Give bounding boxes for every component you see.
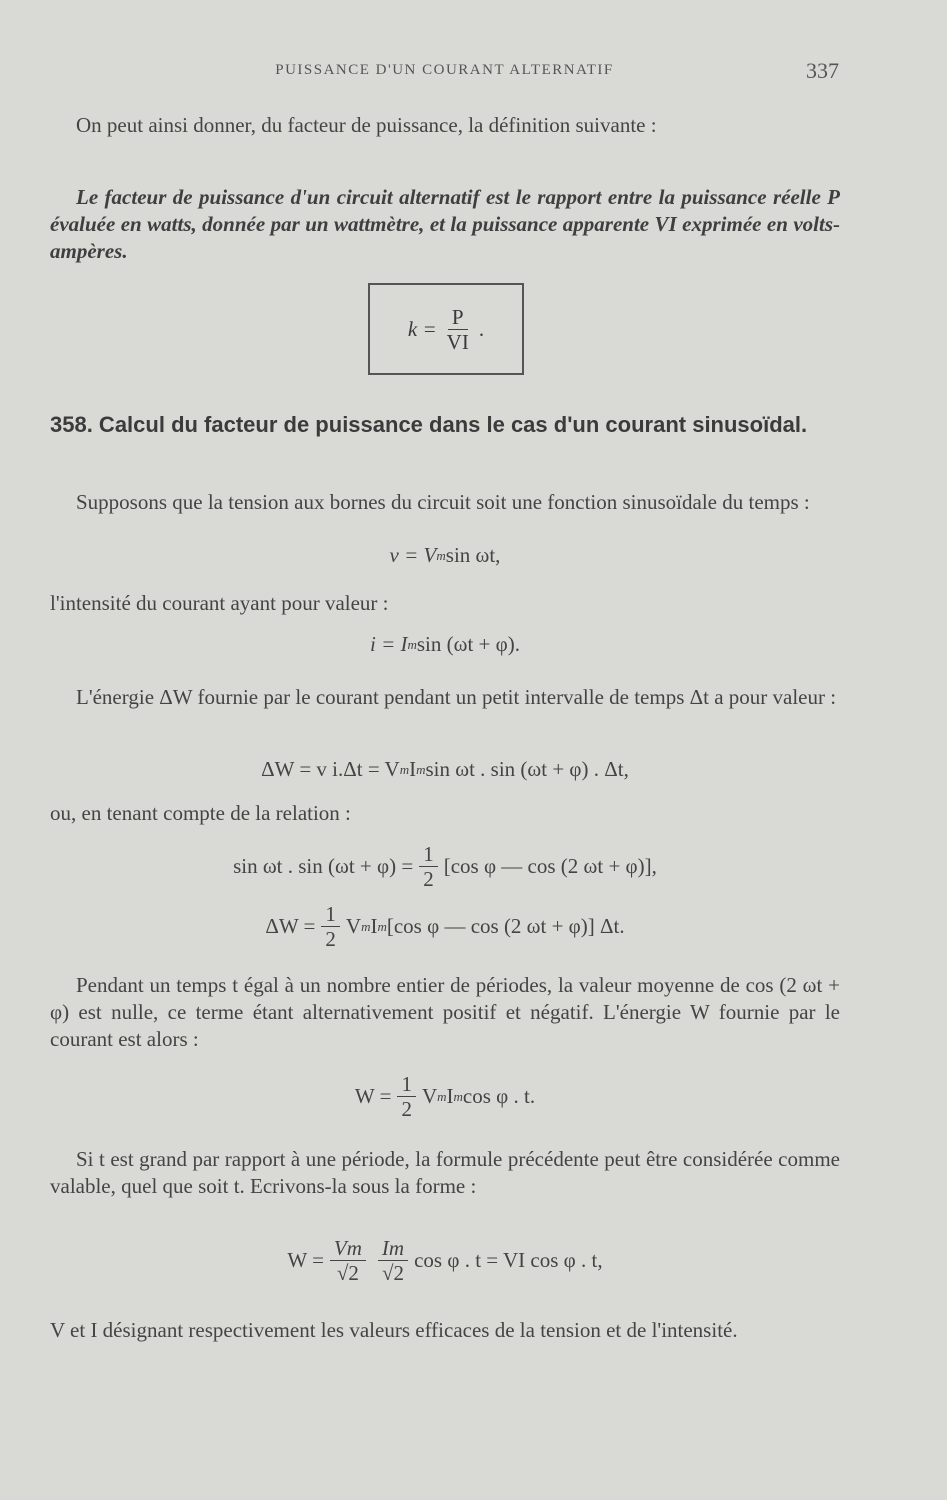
fraction-numerator: Vm: [330, 1236, 366, 1261]
equation-dW2-rhs: [cos φ — cos (2 ωt + φ)] Δt.: [386, 914, 625, 938]
subscript: m: [416, 761, 426, 777]
fraction-denominator: 2: [423, 867, 434, 891]
formula-k: [370, 285, 522, 373]
subscript: m: [399, 761, 410, 777]
equation-dW-rest: sin ωt . sin (ωt + φ) . Δt,: [425, 757, 629, 781]
running-head: PUISSANCE D'UN COURANT ALTERNATIF: [275, 62, 614, 78]
equation-relation: [50, 842, 840, 891]
equation-W-rhs: cos φ . t.: [462, 1084, 536, 1108]
definition-paragraph: Le facteur de puissance d'un circuit alternatif est le rapport entre la puissance réelle P évaluée en watts, donnée par un wattmètre, et la puissance apparente VI exprimée en volts-ampères.: [50, 185, 840, 263]
section-title: 358. Calcul du facteur de puissance dans le cas d'un courant sinusoïdal.: [50, 412, 808, 437]
fraction-numerator: 1: [321, 902, 340, 927]
equation-relation-lhs: sin ωt . sin (ωt + φ) =: [233, 854, 414, 878]
equation-i-text: i = I: [369, 632, 408, 656]
formula-box: [368, 283, 524, 375]
equation-Wf-rhs: cos φ . t = VI cos φ . t,: [414, 1248, 603, 1272]
fraction-numerator: 1: [419, 842, 438, 867]
equation-Wf-lhs: W =: [287, 1248, 324, 1272]
equation-W-final: [50, 1236, 840, 1285]
fraction-denominator: 2: [401, 1097, 412, 1121]
fraction-p-vi: [443, 305, 473, 354]
fraction-denominator: VI: [446, 329, 469, 354]
equation-v: [50, 543, 840, 568]
fraction-denominator: 2: [325, 927, 336, 951]
equation-v-rest: sin ωt,: [445, 543, 501, 567]
equation-dW2-lhs: ΔW =: [265, 914, 316, 938]
paragraph-ou: ou, en tenant compte de la relation :: [50, 801, 351, 825]
equation-v-text: v = V: [389, 543, 437, 567]
equation-dW2-I: I: [370, 914, 378, 938]
equation-W: [50, 1072, 840, 1121]
fraction-half: [419, 842, 438, 891]
formula-k-lhs: k =: [407, 316, 437, 341]
subscript: m: [361, 918, 371, 934]
paragraph-pendant: Pendant un temps t égal à un nombre entier de périodes, la valeur moyenne de cos (2 ωt + φ) est nulle, ce terme étant alternativement positif et négatif. L'énergie W fournie par le courant est alors :: [50, 973, 840, 1051]
equation-W-lhs: W =: [354, 1084, 392, 1108]
equation-W-I: I: [446, 1084, 454, 1108]
fraction-numerator: 1: [397, 1072, 416, 1097]
fraction-denominator: √2: [381, 1261, 405, 1285]
paragraph-final: V et I désignant respectivement les valeurs efficaces de la tension et de l'intensité.: [50, 1318, 738, 1342]
paragraph-intensite: l'intensité du courant ayant pour valeur :: [50, 591, 389, 615]
equation-dW2: [50, 902, 840, 951]
paragraph-suppose: Supposons que la tension aux bornes du circuit soit une fonction sinusoïdale du temps :: [76, 490, 810, 514]
paragraph-intro: On peut ainsi donner, du facteur de puissance, la définition suivante :: [76, 113, 657, 137]
equation-dW: [50, 757, 840, 782]
formula-k-end: .: [478, 316, 485, 341]
paragraph-energie: L'énergie ΔW fournie par le courant pendant un petit intervalle de temps Δt a pour valeur :: [76, 685, 837, 709]
page-number: 337: [806, 58, 839, 83]
fraction-numerator: Im: [378, 1236, 408, 1261]
subscript: m: [436, 547, 446, 563]
equation-i: [50, 632, 840, 657]
subscript: m: [453, 1088, 463, 1104]
equation-relation-rhs: [cos φ — cos (2 ωt + φ)],: [443, 854, 657, 878]
fraction-half: [321, 902, 340, 951]
fraction-im-sqrt2: [378, 1236, 408, 1285]
equation-dW2-V: V: [345, 914, 362, 938]
fraction-vm-sqrt2: [330, 1236, 366, 1285]
fraction-half: [397, 1072, 416, 1121]
subscript: m: [377, 918, 387, 934]
paragraph-si: Si t est grand par rapport à une période, la formule précédente peut être considérée comme valable, quel que soit t. Ecrivons-la sous la forme :: [50, 1147, 840, 1198]
equation-dW-I: I: [409, 757, 417, 781]
equation-dW-text: ΔW = v i.Δt = V: [261, 757, 400, 781]
subscript: m: [407, 636, 417, 652]
equation-W-V: V: [421, 1084, 438, 1108]
fraction-numerator: P: [448, 305, 468, 330]
subscript: m: [437, 1088, 447, 1104]
fraction-denominator: √2: [336, 1261, 359, 1285]
equation-i-rest: sin (ωt + φ).: [416, 632, 520, 656]
